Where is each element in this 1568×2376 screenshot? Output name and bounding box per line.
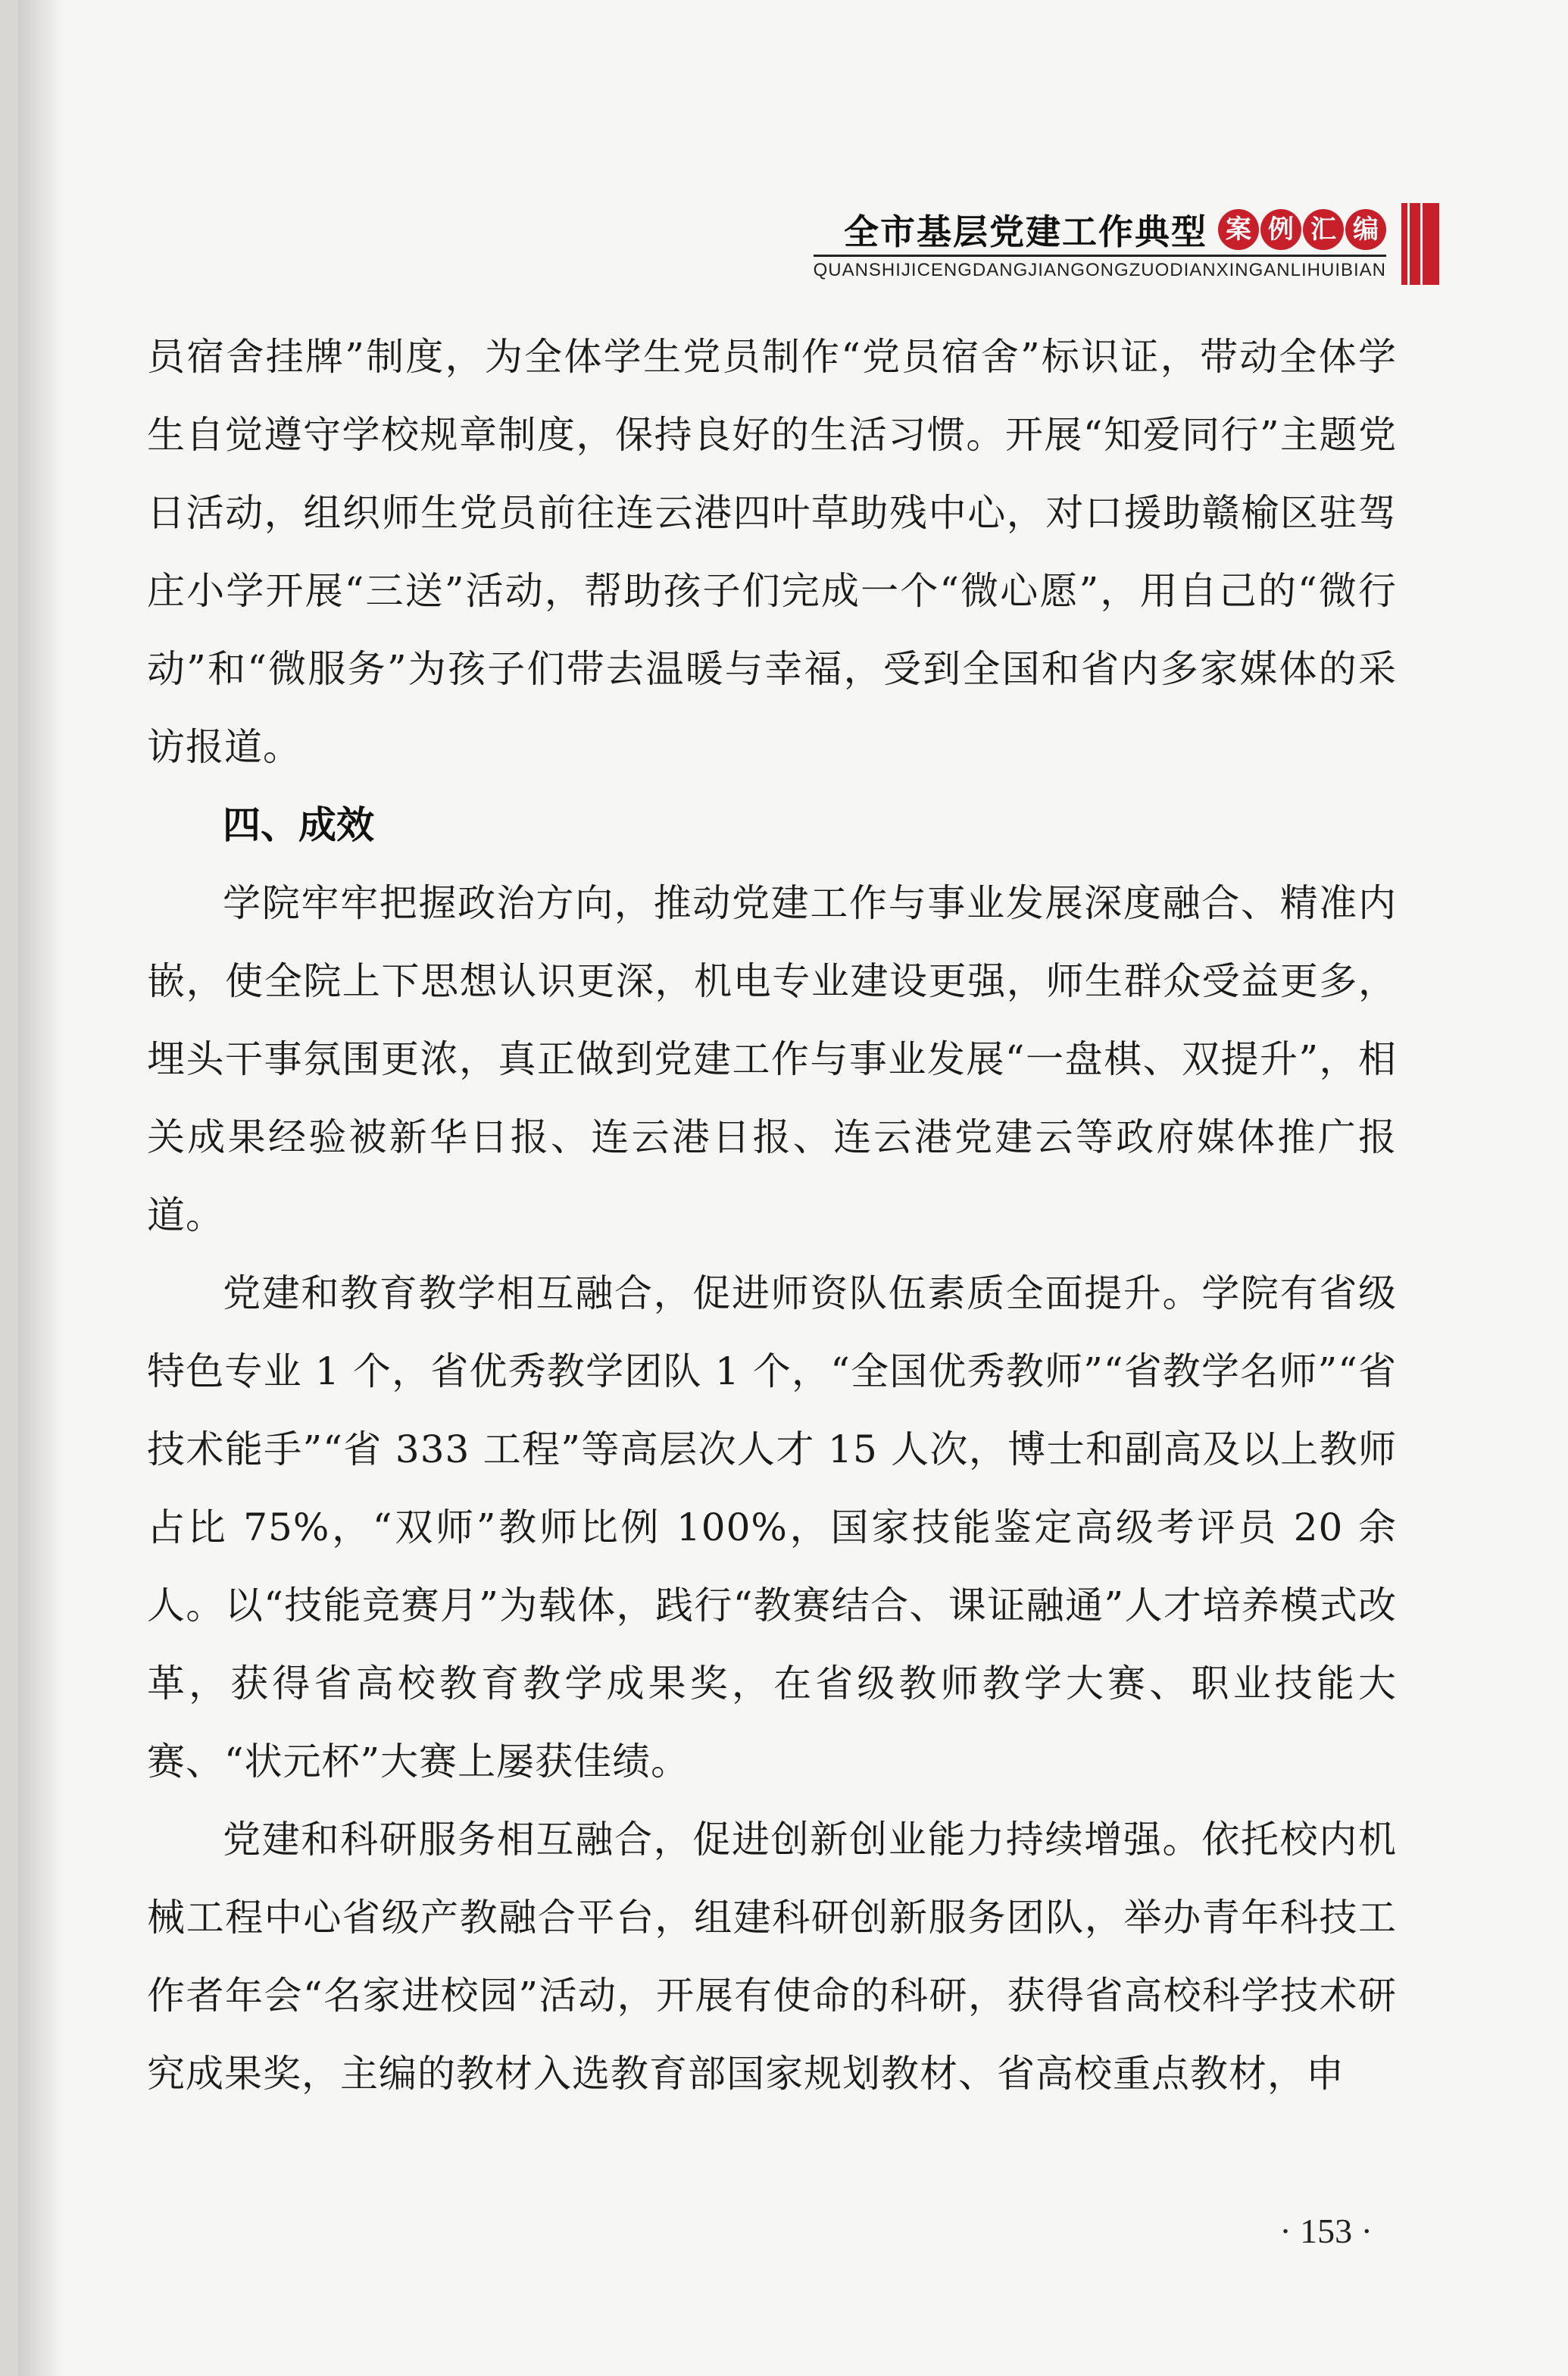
header-title: 全市基层党建工作典型 bbox=[844, 211, 1207, 252]
page-gutter-shadow bbox=[18, 0, 64, 2376]
header-bar-medium bbox=[1410, 203, 1420, 285]
section-heading: 四、成效 bbox=[223, 803, 374, 847]
header-subtitle: QUANSHIJICENGDANGJIANGONGZUODIANXINGANLIHUIBIAN bbox=[814, 255, 1386, 281]
header-seal-3: 汇 bbox=[1303, 209, 1344, 250]
header-seal-4: 编 bbox=[1345, 209, 1386, 250]
header-title-row bbox=[844, 205, 1386, 255]
header-bar-thin bbox=[1401, 203, 1407, 285]
header-seal-1: 案 bbox=[1218, 209, 1259, 250]
book-page bbox=[18, 0, 1568, 2376]
paragraph-1: 员宿舍挂牌”制度，为全体学生党员制作“党员宿舍”标识证，带动全体学生自觉遵守学校规章制度，保持良好的生活习惯。开展“知爱同行”主题党日活动，组织师生党员前往连云港四叶草助残中心，对口援助赣榆区驻驾庄小学开展“三送”活动，帮助孩子们完成一个“微心愿”，用自己的“微行动”和“微服务”为孩子们带去温暖与幸福，受到全国和省内多家媒体的采访报道。 bbox=[147, 335, 1397, 769]
paragraph-2: 学院牢牢把握政治方向，推动党建工作与事业发展深度融合、精准内嵌，使全院上下思想认识更深，机电专业建设更强，师生群众受益更多，埋头干事氛围更浓，真正做到党建工作与事业发展“一盘棋、双提升”，相关成果经验被新华日报、连云港日报、连云港党建云等政府媒体推广报道。 bbox=[147, 881, 1397, 1237]
header-accent-bars bbox=[1401, 203, 1439, 285]
paragraph-3: 党建和教育教学相互融合，促进师资队伍素质全面提升。学院有省级特色专业 1 个，省优秀教学团队 1 个，“全国优秀教师”“省教学名师”“省技术能手”“省 333 工程”等高层次人才 15 人次，博士和副高及以上教师占比 75%，“双师”教师比例 100%，国家技能鉴定高级考评员 20 余人。以“技能竞赛月”为载体，践行“教赛结合、课证融通”人才培养模式改革，获得省高校教育教学成果奖，在省级教师教学大赛、职业技能大赛、“状元杯”大赛上屡获佳绩。 bbox=[147, 1271, 1397, 1784]
paragraph-4: 党建和科研服务相互融合，促进创新创业能力持续增强。依托校内机械工程中心省级产教融合平台，组建科研创新服务团队，举办青年科技工作者年会“名家进校园”活动，开展有使命的科研，获得省高校科学技术研究成果奖，主编的教材入选教育部国家规划教材、省高校重点教材，申 bbox=[147, 1818, 1397, 2096]
page-body bbox=[147, 318, 1397, 2113]
header-seal-group bbox=[1217, 209, 1386, 250]
header-bar-thick bbox=[1423, 203, 1439, 285]
page-number: · 153 · bbox=[1279, 2212, 1373, 2250]
header-seal-2: 例 bbox=[1260, 209, 1301, 250]
running-header bbox=[773, 195, 1439, 286]
